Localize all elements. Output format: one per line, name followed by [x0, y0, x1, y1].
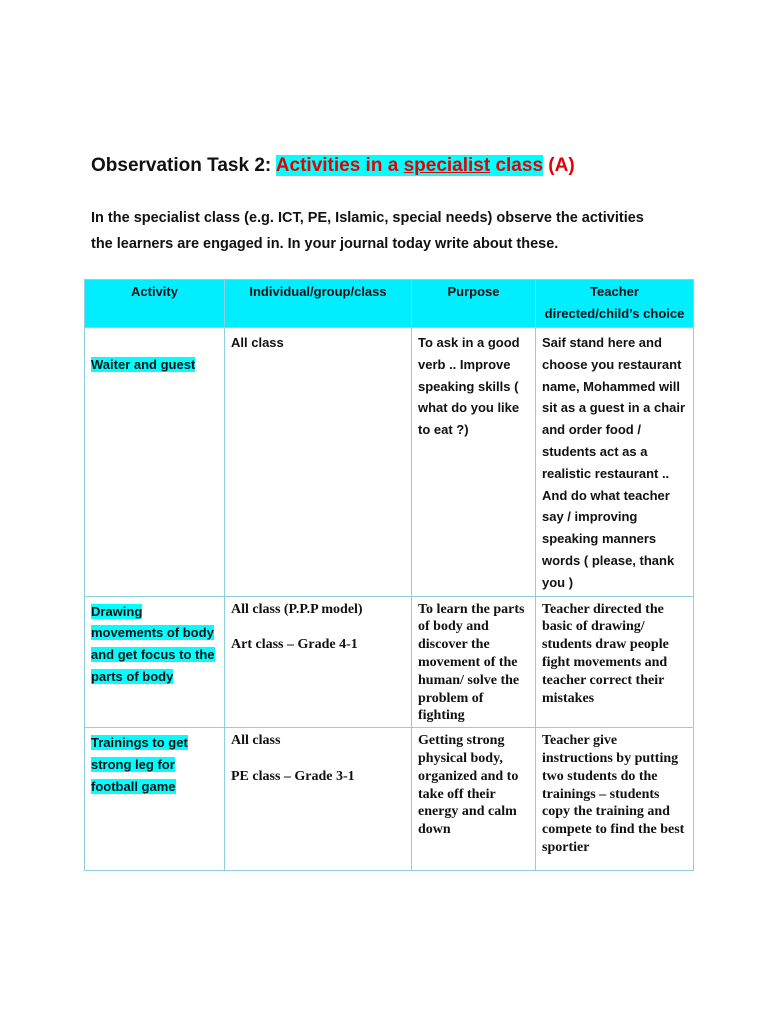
- activity-text: Waiter and guest: [91, 357, 196, 372]
- cell-activity: [85, 596, 225, 728]
- title-highlight-part2: class: [490, 155, 544, 176]
- page-title: [91, 155, 575, 177]
- title-highlight: [276, 155, 543, 176]
- table-row: [85, 728, 694, 871]
- cell-activity: [85, 728, 225, 871]
- table-row: [85, 596, 694, 728]
- cell-teacher: Teacher give instructions by putting two students do the trainings – students copy the training and compete to find the best sportier: [536, 728, 694, 871]
- title-prefix: Observation Task 2:: [91, 155, 272, 176]
- cell-purpose: To ask in a good verb .. Improve speaking skills ( what do you like to eat ?): [412, 328, 536, 597]
- title-highlight-part1: Activities in a: [275, 155, 404, 176]
- activity-text: Drawing movements of body and get focus to the parts of body: [91, 603, 215, 684]
- intro-line-1: In the specialist class (e.g. ICT, PE, Islamic, special needs) observe the activities: [91, 210, 644, 226]
- header-teacher-line1: Teacher: [590, 284, 639, 299]
- cell-purpose: To learn the parts of body and discover the movement of the human/ solve the problem of fighting: [412, 596, 536, 728]
- table-row: [85, 328, 694, 597]
- cell-teacher: Teacher directed the basic of drawing/ students draw people fight movements and teacher correct their mistakes: [536, 596, 694, 728]
- grouping-detail: PE class – Grade 3-1: [231, 768, 355, 784]
- grouping-detail: Art class – Grade 4-1: [231, 637, 358, 653]
- cell-grouping: All class: [225, 328, 412, 597]
- header-grouping: Individual/group/class: [225, 280, 412, 328]
- intro-instructions: [91, 205, 691, 257]
- cell-activity: [85, 328, 225, 597]
- header-activity: Activity: [85, 280, 225, 328]
- cell-grouping: [225, 596, 412, 728]
- header-purpose: Purpose: [412, 280, 536, 328]
- cell-purpose: Getting strong physical body, organized and to take off their energy and calm down: [412, 728, 536, 871]
- grouping-text: All class (P.P.P model): [231, 601, 363, 617]
- intro-line-2: the learners are engaged in. In your journal today write about these.: [91, 236, 559, 252]
- observation-table: [84, 279, 694, 871]
- header-teacher: [536, 280, 694, 328]
- activity-text: Trainings to get strong leg for football game: [91, 735, 188, 794]
- title-suffix: (A): [548, 155, 575, 176]
- cell-teacher: Saif stand here and choose you restaurant name, Mohammed will sit as a guest in a chair and order food / students act as a realistic restaurant .. And do what teacher say / improving speaking manners words ( please, thank you ): [536, 328, 694, 597]
- title-highlight-underlined: specialist: [403, 155, 491, 176]
- header-teacher-line2: directed/child’s choice: [544, 306, 685, 321]
- cell-grouping: [225, 728, 412, 871]
- grouping-text: All class: [231, 733, 281, 749]
- table-header-row: [85, 280, 694, 328]
